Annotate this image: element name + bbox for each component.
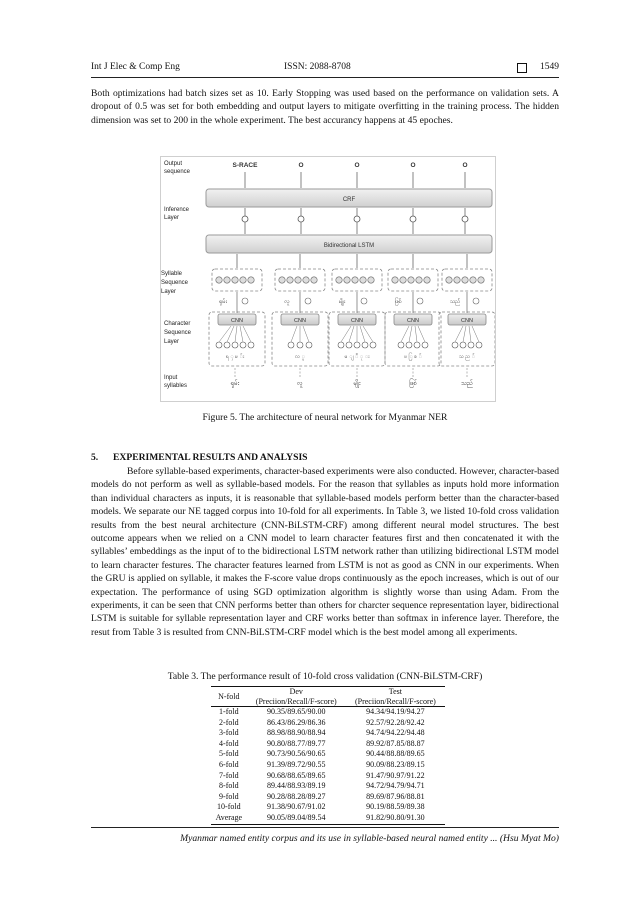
page-number: 1549 [540, 62, 559, 72]
character-label: မ ျ ိ ု း [344, 354, 370, 360]
svg-text:Layer: Layer [164, 215, 180, 221]
section-title: EXPERIMENTAL RESULTS AND ANALYSIS [113, 452, 308, 463]
svg-text:Inference: Inference [164, 207, 190, 213]
character-label: သ ည ် [458, 354, 476, 360]
architecture-diagram [161, 157, 495, 401]
character-label: ဖ ြ စ ် [404, 354, 422, 360]
svg-text:Sequence: Sequence [161, 280, 189, 286]
character-label: လ ူ [295, 354, 305, 360]
row-label-inference [164, 207, 190, 221]
output-tag: O [410, 162, 416, 169]
intro-paragraph: Both optimizations had batch sizes set as 10. Early Stopping was used based on the performance on validation sets. A dropout of 0.5 was set for both embedding and output layers to mitigate overfitting in the training process. The hidden dimension was set to 200 in the whole experiment. The best accurancy happens at 45 epoches. [91, 88, 559, 126]
table-body [211, 707, 445, 825]
col-dev-sub: (Preciion/Recall/F-score) [247, 697, 346, 707]
journal-name: Int J Elec & Comp Eng [91, 62, 180, 72]
col-dev: Dev [289, 687, 303, 696]
svg-text:Syllable: Syllable [161, 271, 183, 277]
table-row: 7-fold 90.68/88.65/89.65 91.47/90.97/91.22 [219, 770, 425, 780]
character-label: ရ ှ မ ်း [225, 354, 245, 360]
output-tag: S-RACE [232, 162, 258, 169]
row-label-input [164, 375, 187, 389]
section-heading [91, 452, 308, 463]
row-label-output [164, 161, 191, 175]
svg-text:Character: Character [164, 321, 191, 327]
svg-text:Output: Output [164, 161, 183, 167]
syllable-label: ဖြစ် [394, 299, 402, 305]
figure-caption: Figure 5. The architecture of neural network for Myanmar NER [202, 412, 448, 423]
input-syllable: မျိုး [353, 381, 361, 387]
issn: ISSN: 2088-8708 [284, 62, 351, 72]
checkbox-glyph-icon [517, 63, 527, 73]
section-number: 5. [91, 452, 99, 463]
row-label-character [164, 321, 192, 345]
bilstm-label: Bidirectional LSTM [323, 243, 375, 249]
table-row: 6-fold 91.39/89.72/90.55 90.09/88.23/89.15 [219, 759, 425, 769]
input-syllable: ရှမ်း [230, 381, 240, 387]
col-test: Test [388, 687, 403, 696]
table-row: 10-fold 91.38/90.67/91.02 90.19/88.59/89.38 [217, 802, 425, 812]
output-tag: O [354, 162, 360, 169]
crf-label: CRF [342, 197, 356, 203]
input-syllable: ဖြစ် [409, 381, 417, 387]
table-row: 9-fold 90.28/88.28/89.27 89.69/87.96/88.81 [219, 791, 425, 801]
cnn-label: CNN [407, 318, 419, 324]
input-syllable: လူ [297, 381, 303, 387]
table-row: 2-fold 86.43/86.29/86.36 92.57/92.28/92.42 [219, 717, 425, 727]
svg-text:Layer: Layer [161, 289, 177, 295]
syllable-label: လူ [284, 299, 290, 305]
results-table [211, 686, 445, 825]
inference-node [298, 216, 304, 222]
table-row-average: Average 90.05/89.04/89.54 91.82/90.80/91.30 [211, 813, 445, 824]
running-header [91, 62, 559, 76]
row-label-syllable [161, 271, 189, 295]
svg-text:Input: Input [164, 375, 178, 381]
cnn-label: CNN [231, 318, 243, 324]
inference-node [242, 216, 248, 222]
col-nfold: N-fold [211, 687, 247, 707]
table-row: 8-fold 89.44/88.93/89.19 94.72/94.79/94.71 [219, 781, 425, 791]
cnn-label: CNN [351, 318, 363, 324]
syllable-label: ရှမ်း [219, 299, 227, 305]
svg-text:Sequence: Sequence [164, 330, 192, 336]
cnn-label: CNN [461, 318, 473, 324]
table-row: 5-fold 90.73/90.56/90.65 90.44/88.88/89.65 [219, 749, 425, 759]
syllable-label: မျိုး [338, 299, 346, 305]
header-rule [91, 77, 559, 78]
running-footer: Myanmar named entity corpus and its use in syllable-based neural named entity ... (Hsu Myat Mo) [180, 833, 559, 844]
input-syllable: သည် [461, 381, 473, 387]
table-row: 3-fold 88.98/88.90/88.94 94.74/94.22/94.48 [219, 728, 425, 738]
footer-rule [91, 827, 559, 828]
svg-text:sequence: sequence [164, 169, 191, 175]
output-tag: O [462, 162, 468, 169]
output-tag: O [298, 162, 304, 169]
svg-text:syllables: syllables [164, 383, 188, 389]
body-paragraph: Before syllable-based experiments, character-based experiments were also conducted. However, character-based models do not perform as well as syllable-based models. For the reason that syllables as inputs hold more information than individual characters as inputs, it is reasonable that syllable-based models perform better than the character-based models. We separate our NE tagged corpus into 10-fold for all experiments. In Table 3, we listed 10-fold cross validation results from the best neural architecture (CNN-BiLSTM-CRF) among different neural model structures. The best outcome appears when we relied on a CNN model to learn character features first and then concatenated it with the syllables’ embeddings as the input of to the bidirectional LSTM network rather than utilizing bidirectional LSTM model to learn character festures. The character features learned from LSTM is not as good as CNN in our experiments. When the GRU is applied on syllable, it makes the F-score value drops continuously as the epoch increases, which is out of our expectation. The performance of using SGD optimization algorithm is slightly worse than using Adam. From the experiments, it can be seen that CNN performs better than others for charcter sequence representation layer, bidirectional LSTM is suitable for syllable representation layer and CRF works better than softmax in inference layer. Therefore, the resut from Table 3 is resulted from CNN-BiLSTM-CRF model which is the best model among all experiments. [91, 466, 559, 638]
cnn-label: CNN [294, 318, 306, 324]
syllable-label: သည် [449, 299, 461, 305]
table-caption: Table 3. The performance result of 10-fold cross validation (CNN-BiLSTM-CRF) [167, 671, 483, 682]
col-test-sub: (Preciion/Recall/F-score) [346, 697, 445, 707]
svg-text:Layer: Layer [164, 339, 180, 345]
table-row: 4-fold 90.80/88.77/89.77 89.92/87.85/88.87 [219, 738, 425, 748]
inference-node [410, 216, 416, 222]
architecture-figure [160, 156, 496, 402]
inference-node [354, 216, 360, 222]
inference-node [462, 216, 468, 222]
table-row: 1-fold 90.35/89.65/90.00 94.34/94.19/94.27 [219, 707, 425, 716]
